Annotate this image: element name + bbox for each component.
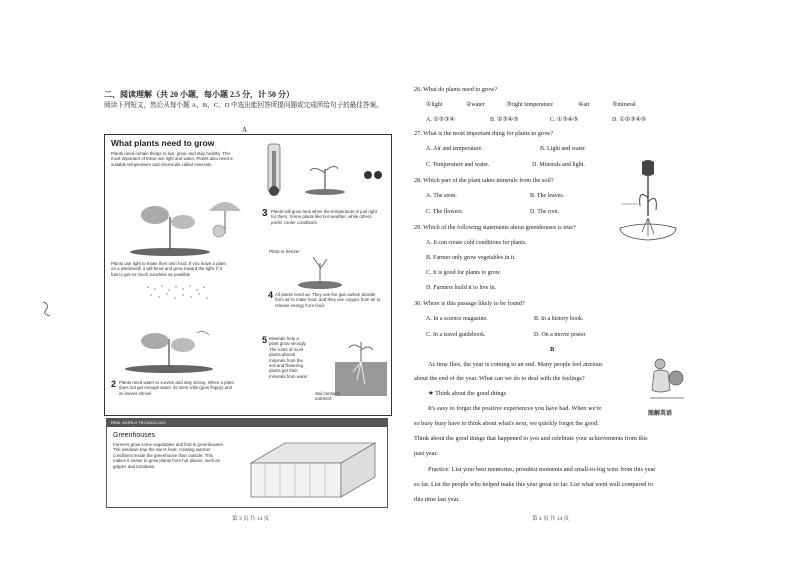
thermometer-icon — [265, 143, 283, 203]
greenhouse-bar: REAL WORLD TECHNOLOGY — [107, 419, 387, 427]
panel-item4: All plants need air. They use the gas carbon dioxide from air to make food, and they use oxygen from air to release energy from food. — [275, 292, 381, 308]
q26-option-c[interactable]: C. ①③④⑤ — [550, 117, 579, 123]
passage-a-letter: A — [242, 126, 248, 134]
panel-item1: Plants use light to make their own food. If you leave a plant on a windowsill, it will bend and grow toward the light. If it has to get so much sunshine as possible. — [111, 261, 226, 277]
q29-option-b[interactable]: B. Farmer only grow vegetables in it. — [426, 255, 516, 261]
item-number: 4 — [268, 290, 274, 300]
plant-leaves-image — [125, 197, 215, 261]
q27-option-a[interactable]: A. Air and temperature. — [426, 146, 483, 152]
q30-option-d[interactable]: D. On a movie poster — [534, 332, 586, 338]
water-drops-image — [143, 283, 233, 327]
item-number: 2 — [111, 379, 117, 389]
passage-b-line: about the end of the year. What can we do to deal with the feelings? — [414, 375, 585, 382]
q29-option-a[interactable]: A. It can create cold conditions for plants. — [426, 240, 527, 246]
passage-b-letter: B — [550, 346, 555, 353]
q29-option-d[interactable]: D. Farmers build it to live in. — [426, 285, 496, 291]
passage-b-line: past year. — [414, 450, 438, 457]
item-number: 3 — [262, 208, 268, 219]
panel-item3: Plants will grow best when the temperature is just right for them. Some plants like hot weather, while others prefer cooler conditions. — [271, 209, 377, 225]
q26-item: ⑤mineral — [612, 102, 636, 108]
q30-option-b[interactable]: B. In a history book. — [534, 316, 584, 322]
page-number-left: 第 3 页 共 14 页 — [232, 516, 270, 522]
q27-option-d[interactable]: D. Minerals and light. — [532, 162, 585, 168]
q27-option-b[interactable]: B. Light and water. — [540, 146, 587, 152]
passage-b-line: Practice: List your best memories, proudest moments and small-to-big wins from this year — [428, 466, 656, 473]
q28-option-d[interactable]: D. The root. — [530, 209, 560, 215]
greenhouse-image — [245, 433, 379, 507]
illustration-caption: 图解英语 — [648, 411, 673, 417]
passage-b-line: so busy busy have to think about what's next, we quickly forget the good. — [414, 420, 599, 427]
label-soil: Soil contains nutrients — [315, 391, 340, 402]
greenhouse-panel — [106, 418, 388, 508]
q26-item: ①light — [426, 102, 443, 108]
panel-intro: Plants need certain things to live, grow, and stay healthy. The most important of these are light and water. Plants also need a suitable temperature and chemicals called minerals. — [111, 151, 233, 167]
q26-option-a[interactable]: A. ①②③④ — [426, 117, 455, 123]
q27-option-c[interactable]: C. Temperature and water. — [426, 162, 490, 168]
sunglasses-icon — [363, 165, 383, 184]
panel-item2: Plants need water to survive and stay strong. When a plant does not get enough water, its stem wilts (gets floppy) and its leaves shrivel. — [119, 380, 234, 396]
q26-item: ③right temperature — [506, 102, 553, 108]
panel-title: What plants need to grow — [111, 138, 215, 148]
q26-option-b[interactable]: B. ②③④⑤ — [490, 117, 519, 123]
umbrella-plant-image — [205, 193, 245, 247]
section-title: 二、阅读理解（共 20 小题，每小题 2.5 分，计 50 分） — [104, 90, 294, 99]
passage-b-line: It's easy to forget the positive experiences you have had. When we're — [428, 405, 602, 412]
seedling-image — [300, 155, 350, 199]
q26-item: ④air — [578, 102, 590, 108]
greenhouse-text: Farmers grow some vegetables and fruit in greenhouses. The windows trap the Sun's heat, creating warmer conditions inside the greenhouse than outside. This makes it easier to grow plants from hot places, such as grapes and tomatoes. — [113, 442, 225, 469]
greenhouse-title: Greenhouses — [113, 432, 156, 439]
q30-option-a[interactable]: A. In a science magazine. — [426, 316, 488, 322]
freezer-plant-image — [295, 247, 345, 295]
margin-mark — [40, 298, 54, 322]
watered-plant-image — [119, 325, 219, 379]
label-plant-in-freezer: Plant in freezer — [269, 249, 300, 254]
item-number: 5 — [262, 335, 268, 345]
q26-option-d[interactable]: D. ①②③④⑤ — [612, 117, 647, 123]
q26-item: ②water — [466, 102, 485, 108]
question-30: 30. Where is this passage likely to be found? — [414, 300, 525, 307]
question-28: 28. Which part of the plant takes minerals from the soil? — [414, 177, 554, 184]
q28-option-a[interactable]: A. The stem. — [426, 193, 457, 199]
question-26: 26. What do plants need to grow? — [414, 86, 498, 93]
cartoon-illustration — [646, 356, 688, 410]
passage-b-line: this time last year. — [414, 496, 460, 503]
question-29: 29. Which of the following statements about greenhouses is true? — [414, 224, 576, 231]
question-27: 27. What is the most important thing for plants to grow? — [414, 130, 554, 137]
panel-item5: Minerals help a plant grow strongly. The roots of most plants absorb minerals from the soil and flowering plants get their minerals from water. — [269, 336, 309, 379]
page-number-right: 第 4 页 共 14 页 — [532, 516, 570, 522]
plants-panel — [104, 134, 392, 416]
instruction: 阅读下列短文，然后从每小题 A、B、C、D 中选出能回答所提问题或完成所给句子的最佳答案。 — [104, 102, 383, 109]
tulip-diagram-image — [618, 158, 678, 246]
passage-b-line: Think about the good things that happened to you and celebrate your achievements from this — [414, 435, 648, 442]
q30-option-c[interactable]: C. In a travel guidebook. — [426, 332, 486, 338]
q28-option-b[interactable]: B. The leaves. — [530, 193, 565, 199]
passage-b-line: As time flies, the year is coming to an end. Many people feel anxious — [428, 361, 603, 368]
passage-b-line: so far. List the people who helped make this year great so far. List what went well compared to — [414, 481, 653, 488]
passage-b-line: ★ Think about the good things — [428, 390, 507, 397]
q29-option-c[interactable]: C. It is good for plants to grow. — [426, 270, 502, 276]
q28-option-c[interactable]: C. The flowers. — [426, 209, 464, 215]
